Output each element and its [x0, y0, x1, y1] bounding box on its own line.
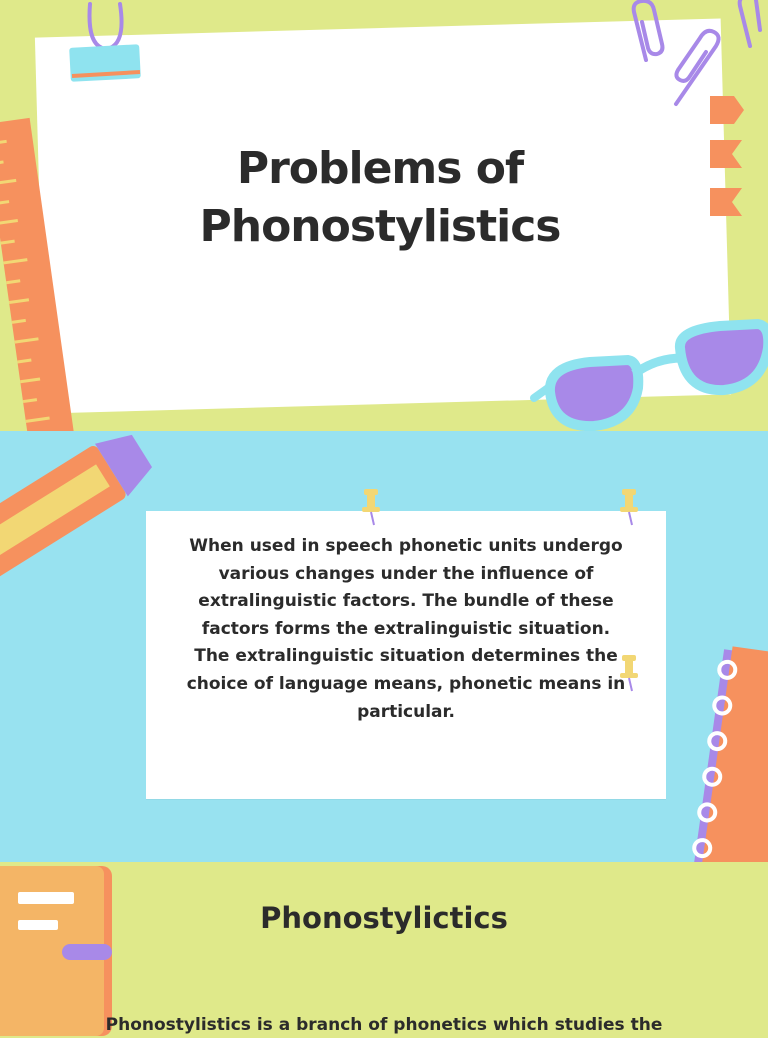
section-text: Phonostylistics is a branch of phonetics which studies the: [105, 1015, 663, 1035]
pushpin-icon: [618, 487, 640, 527]
title-line-2: Phonostylistics: [199, 201, 561, 252]
presentation-title: [120, 140, 640, 256]
slide-title: [0, 0, 768, 431]
definition-text: When used in speech phonetic units undergo various changes under the influence of extralinguistic factors. The bundle of these factors forms the extralinguistic situation. The extralinguistic situation determines the choice of language means, phonetic means in particular.: [186, 536, 626, 722]
bookmark-flags-icon: [710, 92, 750, 232]
title-line-1: Problems of: [236, 143, 524, 194]
notebook-icon: [0, 862, 120, 1024]
binder-clip-icon: [62, 0, 152, 90]
ruler-icon: [0, 128, 80, 431]
pushpin-icon: [360, 487, 382, 527]
slide-definition: [0, 431, 768, 862]
section-title: Phonostylictics: [260, 901, 508, 935]
eyeglasses-icon: [530, 318, 768, 431]
pencil-icon: [0, 431, 160, 571]
spiral-notebook-icon: [690, 641, 768, 862]
slide-phonostylistics: [0, 862, 768, 1035]
